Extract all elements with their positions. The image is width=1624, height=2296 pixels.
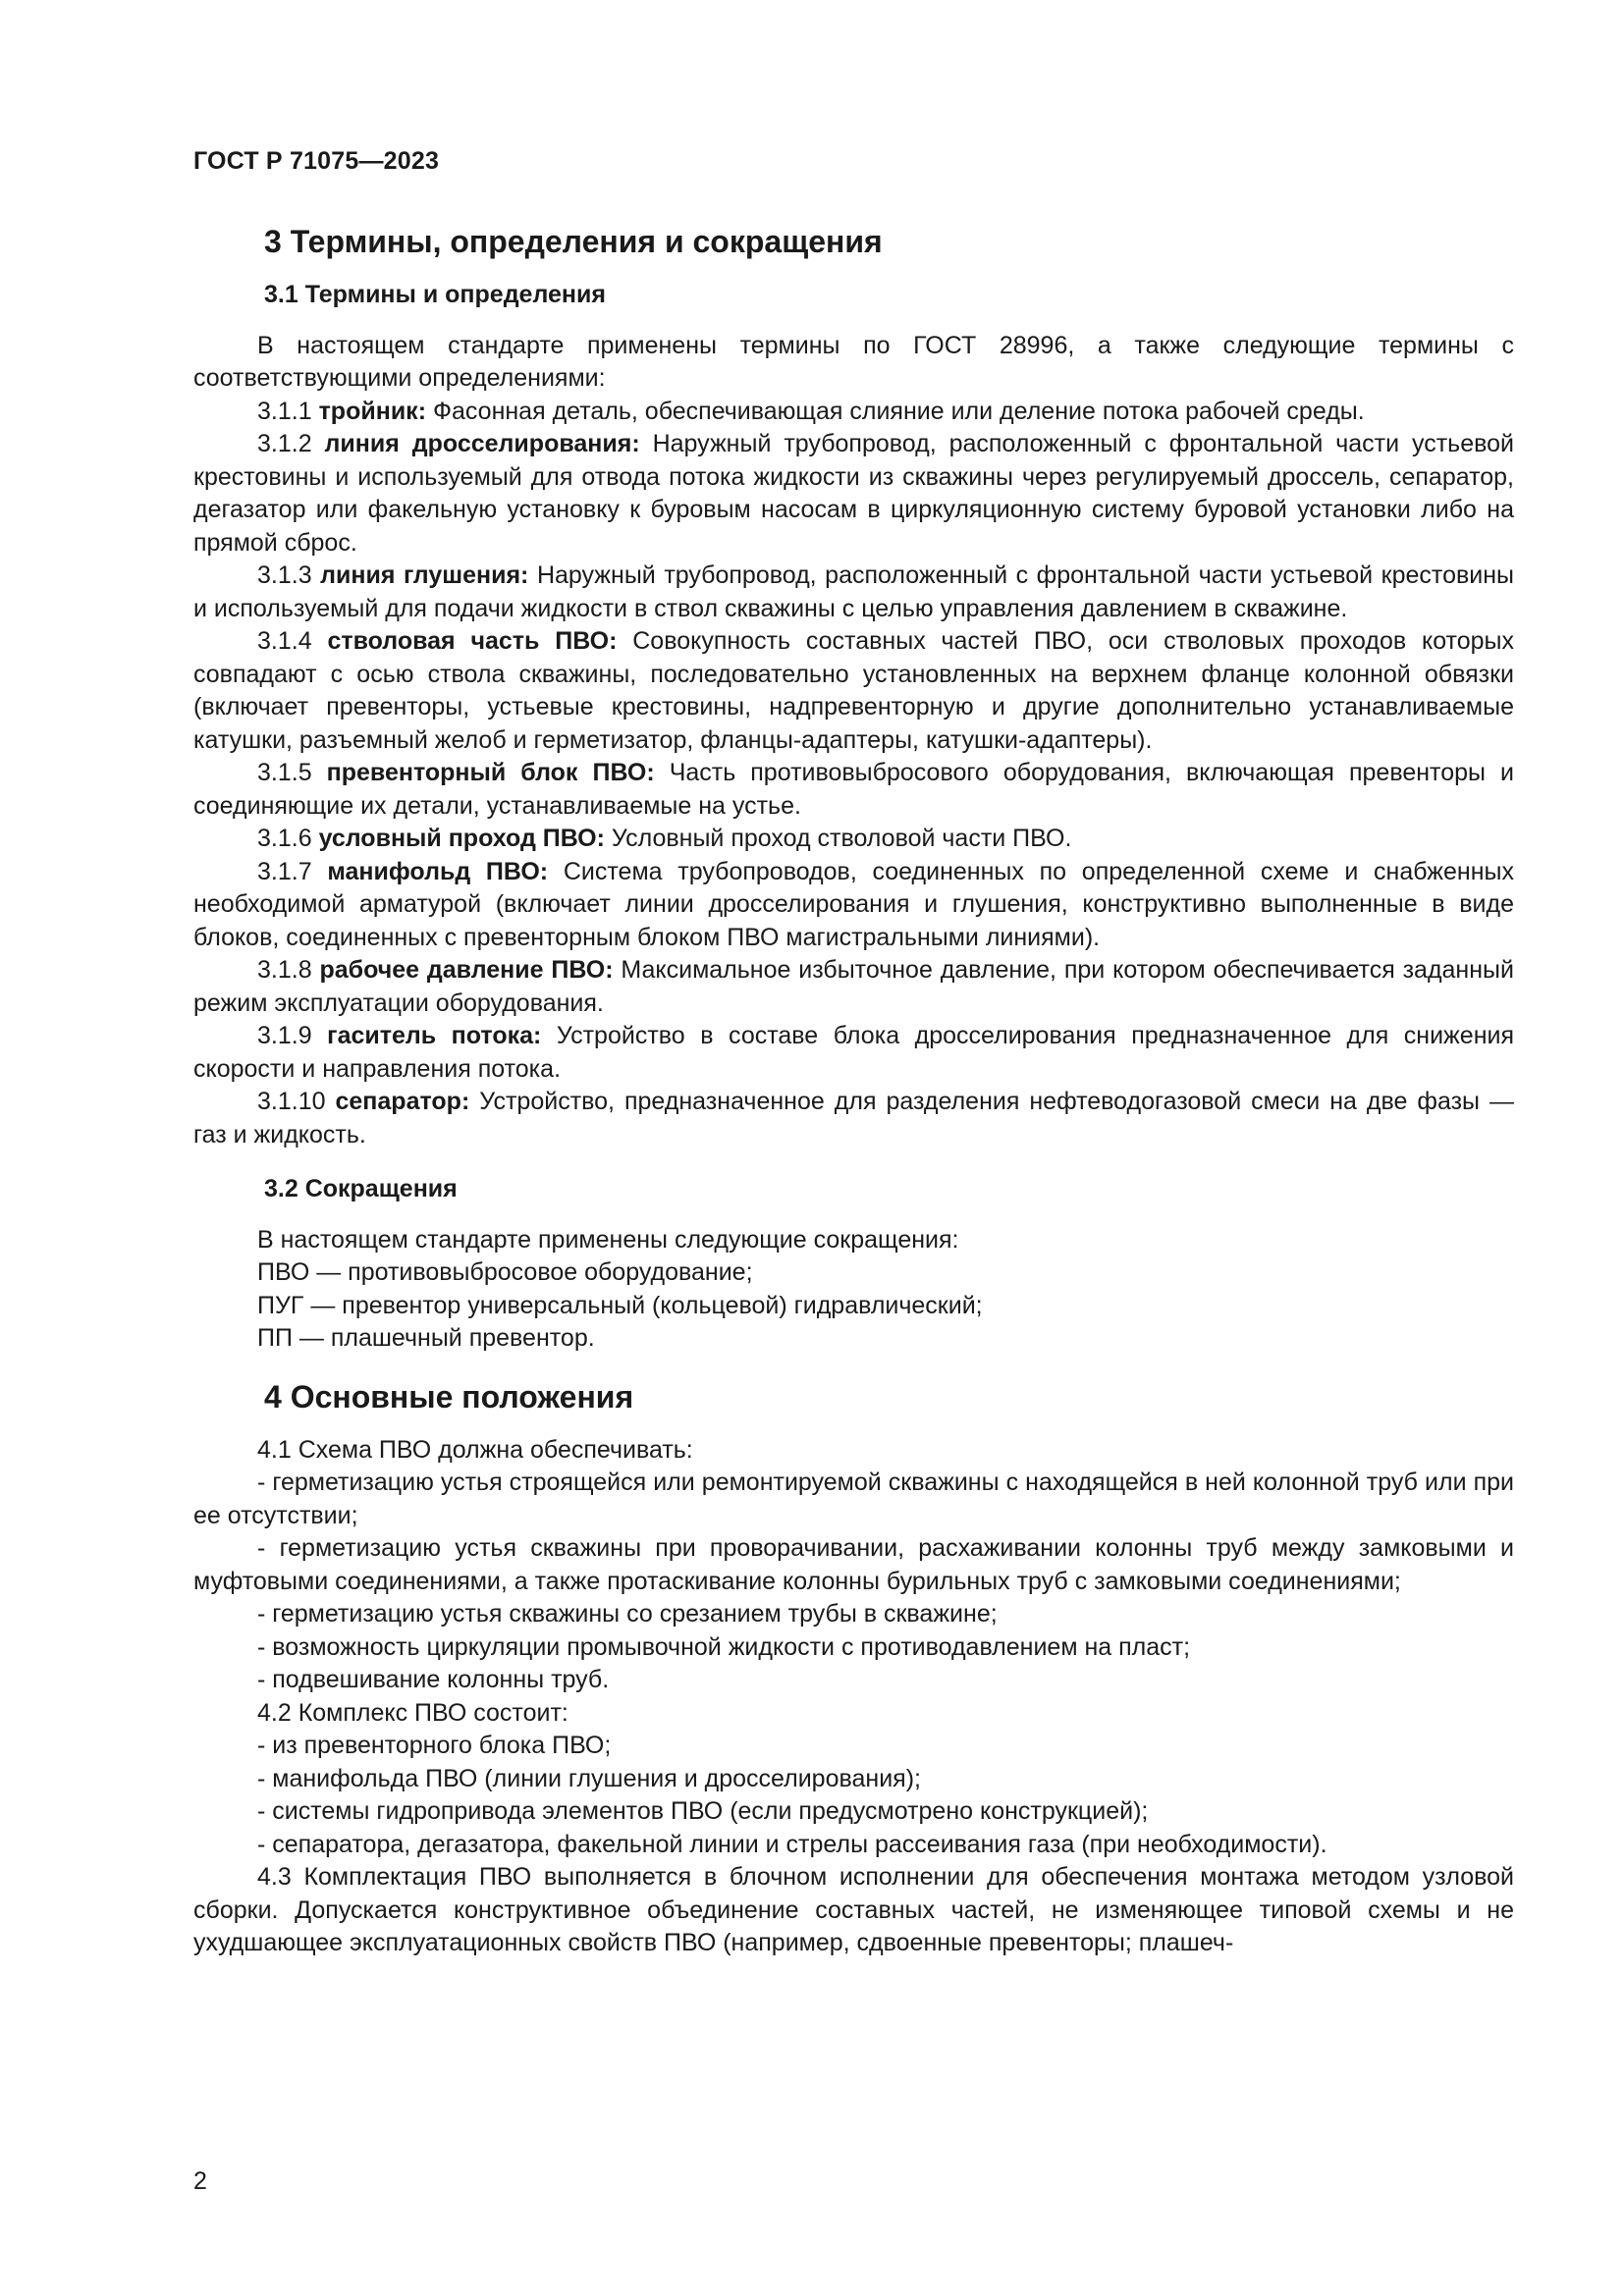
term-item [193,823,1514,856]
term-name: линия глушения: [320,561,529,589]
term-definition: Условный проход стволовой части ПВО. [604,825,1072,852]
clause-intro: 4.1 Схема ПВО должна обеспечивать: [257,1435,693,1464]
section-3-title: 3 Термины, определения и сокращения [264,224,883,259]
clause-intro: 4.2 Комплекс ПВО состоит: [257,1698,568,1727]
term-number: 3.1.10 [257,1088,336,1115]
term-name: манифольд ПВО: [327,857,549,885]
clause-4-1 [193,1434,1514,1697]
term-item [193,954,1514,1020]
term-number: 3.1.3 [257,561,321,589]
term-name: превенторный блок ПВО: [326,759,655,786]
term-name: гаситель потока: [327,1022,542,1049]
term-number: 3.1.8 [257,956,320,984]
page-number: 2 [193,2167,207,2195]
list-item: - системы гидропривода элементов ПВО (если предусмотрено конструкцией); [257,1797,1149,1825]
section-4-title: 4 Основные положения [264,1378,634,1415]
term-definition: Максимальное избыточное давление, при котором обеспечивается заданный режим эксплуатации оборудования. [193,956,1514,1017]
term-number: 3.1.9 [257,1022,328,1049]
subsection-3-1-title: 3.1 Термины и определения [264,281,606,308]
term-item [193,1020,1514,1086]
terms-intro: В настоящем стандарте применены термины по ГОСТ 28996, а также следующие термины с соответствующими определениями: [193,331,1514,392]
list-item: - герметизацию устья скважины со срезанием трубы в скважине; [257,1600,998,1628]
term-number: 3.1.7 [257,857,328,885]
clause-4-2 [257,1697,1514,1862]
term-name: стволовая часть ПВО: [327,627,618,655]
term-definition: Наружный трубопровод, расположенный с фронтальной части устьевой крестовины и используемый для отвода потока жидкости из скважины через регулируемый дроссель, сепаратор, дегазатор или факельную установку к буровым насосам в циркуляционную систему буровой установки либо на прямой сброс. [193,430,1514,557]
term-number: 3.1.1 [257,397,319,425]
abbreviations-list [257,1224,1514,1356]
term-number: 3.1.5 [257,759,327,786]
list-item: - возможность циркуляции промывочной жидкости с противодавлением на пласт; [257,1632,1191,1661]
list-item: - герметизацию устья скважины при проворачивании, расхаживании колонны труб между замковыми и муфтовыми соединениями, а также протаскивание колонны бурильных труб с замковыми соединениями; [193,1534,1514,1595]
subsection-3-2-title: 3.2 Сокращения [264,1175,458,1202]
list-item: - из превенторного блока ПВО; [257,1732,612,1759]
list-item: - манифольда ПВО (линии глушения и дросселирования); [257,1764,921,1792]
term-item [193,625,1514,757]
term-definition: Устройство в составе блока дросселирования предназначенное для снижения скорости и направления потока. [193,1022,1514,1083]
list-item: - подвешивание колонны труб. [257,1666,610,1693]
term-definition: Устройство, предназначенное для разделения нефтеводогазовой смеси на две фазы — газ и жидкость. [193,1088,1514,1148]
clause-4-3: 4.3 Комплектация ПВО выполняется в блочном исполнении для обеспечения монтажа методом узловой сборки. Допускается конструктивное объединение составных частей, не изменяющее типовой схемы и не ухудшающее эксплуатационных свойств ПВО (например, сдвоенные превенторы; плашеч- [193,1863,1514,1956]
document-code-header: ГОСТ Р 71075—2023 [193,147,440,175]
list-item: - сепаратора, дегазатора, факельной линии и стрелы рассеивания газа (при необходимости). [257,1830,1327,1858]
term-number: 3.1.2 [257,430,325,457]
term-item [193,428,1514,560]
abbreviation-item: ПВО — противовыбросовое оборудование; [257,1258,753,1286]
term-item [193,560,1514,625]
term-item [193,856,1514,955]
term-name: линия дросселирования: [324,430,640,457]
abbreviation-item: ПУГ — превентор универсальный (кольцевой) гидравлический; [257,1291,983,1319]
term-definition: Часть противовыбросового оборудования, включающая превенторы и соединяющие их детали, устанавливаемые на устье. [193,759,1514,820]
term-definition: Фасонная деталь, обеспечивающая слияние или деление потока рабочей среды. [426,397,1365,425]
page-body [193,222,1514,1960]
list-item: - герметизацию устья строящейся или ремонтируемой скважины с находящейся в ней колонной труб или при ее отсутствии; [193,1468,1514,1529]
term-definition: Система трубопроводов, соединенных по определенной схеме и снабженных необходимой арматурой (включает линии дросселирования и глушения, конструктивно выполненные в виде блоков, соединенных с превенторным блоком ПВО магистральными линиями). [193,857,1514,951]
abbreviation-item: ПП — плашечный превентор. [257,1324,595,1352]
term-item [193,396,1514,429]
term-definition: Наружный трубопровод, расположенный с фронтальной части устьевой крестовины и используемый для подачи жидкости в ствол скважины с целью управления давлением в скважине. [193,561,1514,622]
term-name: рабочее давление ПВО: [319,956,614,984]
term-name: сепаратор: [335,1088,470,1115]
term-number: 3.1.6 [257,825,319,852]
term-definition: Совокупность составных частей ПВО, оси стволовых проходов которых совпадают с осью ствола скважины, последовательно установленных на верхнем фланце колонной обвязки (включает превенторы, устьевые крестовины, надпревенторную и другие дополнительно устанавливаемые катушки, разъемный желоб и герметизатор, фланцы-адаптеры, катушки-адаптеры). [193,627,1514,754]
terms-list [193,396,1514,1152]
term-name: тройник: [318,397,427,425]
term-name: условный проход ПВО: [318,825,605,852]
term-item [193,757,1514,823]
abbreviations-intro: В настоящем стандарте применены следующие сокращения: [257,1225,959,1254]
term-number: 3.1.4 [257,627,328,655]
term-item [193,1086,1514,1151]
